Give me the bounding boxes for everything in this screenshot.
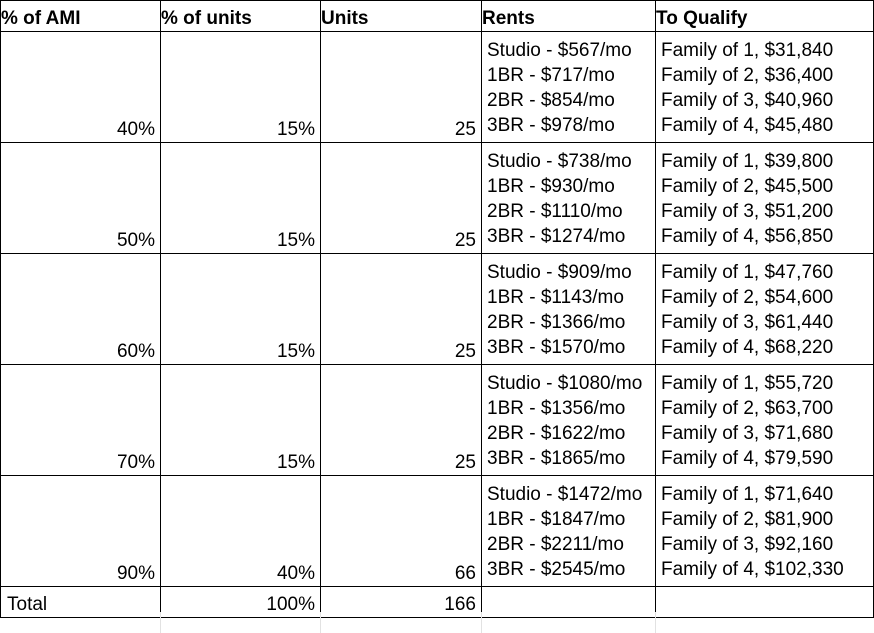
cell-rents[interactable] [482,254,656,365]
cell-to-qualify[interactable] [656,32,874,143]
cell-to-qualify[interactable] [656,254,874,365]
cell-units[interactable]: 66 [321,476,482,587]
qualify-line: Family of 4, $56,850 [661,226,834,247]
empty-grid-row [0,612,874,633]
table-row [1,143,874,254]
qualify-line: Family of 3, $92,160 [661,534,834,555]
rent-line: Studio - $738/mo [487,151,632,172]
qualify-line: Family of 1, $71,640 [661,484,834,505]
rent-line: 1BR - $930/mo [487,176,615,197]
table-row [1,254,874,365]
qualify-line: Family of 1, $47,760 [661,262,834,283]
qualify-line: Family of 2, $81,900 [661,509,834,530]
qualify-line: Family of 2, $36,400 [661,65,834,86]
cell-units[interactable]: 25 [321,143,482,254]
rent-line: 1BR - $717/mo [487,65,615,86]
cell-to-qualify[interactable] [656,365,874,476]
rent-line: 1BR - $1356/mo [487,398,626,419]
rent-line: 1BR - $1143/mo [487,287,624,308]
rent-line: Studio - $909/mo [487,262,632,283]
table-row [1,476,874,587]
cell-total-units[interactable]: 166 [321,587,482,618]
gridline [160,612,161,633]
cell-ami[interactable]: 50% [1,143,161,254]
rent-line: 3BR - $2545/mo [487,559,626,580]
header-pct-units[interactable]: % of units [161,1,321,32]
header-rents[interactable]: Rents [482,1,656,32]
cell-pct-units[interactable]: 15% [161,32,321,143]
rent-line: 2BR - $2211/mo [487,534,624,555]
qualify-line: Family of 3, $71,680 [661,423,834,444]
rent-line: 3BR - $978/mo [487,115,615,136]
cell-units[interactable]: 25 [321,32,482,143]
cell-ami[interactable]: 40% [1,32,161,143]
cell-pct-units[interactable]: 40% [161,476,321,587]
rent-line: 2BR - $1622/mo [487,423,626,444]
qualify-line: Family of 3, $51,200 [661,201,834,222]
cell-rents[interactable] [482,32,656,143]
header-ami[interactable]: % of AMI [1,1,161,32]
cell-rents[interactable] [482,476,656,587]
rent-line: 2BR - $854/mo [487,90,615,111]
cell-ami[interactable]: 70% [1,365,161,476]
cell-rents[interactable] [482,365,656,476]
rent-line: Studio - $1080/mo [487,373,643,394]
qualify-line: Family of 2, $45,500 [661,176,834,197]
cell-pct-units[interactable]: 15% [161,143,321,254]
cell-total-label[interactable]: Total [1,587,161,618]
qualify-line: Family of 1, $55,720 [661,373,834,394]
gridline [481,612,482,633]
cell-ami[interactable]: 90% [1,476,161,587]
cell-to-qualify[interactable] [656,476,874,587]
rent-line: 2BR - $1366/mo [487,312,626,333]
qualify-line: Family of 4, $68,220 [661,337,834,358]
qualify-line: Family of 2, $63,700 [661,398,834,419]
cell-to-qualify[interactable] [656,143,874,254]
cell-rents[interactable] [482,143,656,254]
cell-pct-units[interactable]: 15% [161,254,321,365]
qualify-line: Family of 2, $54,600 [661,287,834,308]
qualify-line: Family of 3, $40,960 [661,90,834,111]
cell-total-pct[interactable]: 100% [161,587,321,618]
cell-pct-units[interactable]: 15% [161,365,321,476]
qualify-line: Family of 1, $31,840 [661,40,834,61]
cell-ami[interactable]: 60% [1,254,161,365]
cell-units[interactable]: 25 [321,254,482,365]
rent-line: Studio - $567/mo [487,40,632,61]
gridline [655,612,656,633]
rent-line: 3BR - $1570/mo [487,337,626,358]
rent-line: 3BR - $1274/mo [487,226,626,247]
header-row [1,1,874,32]
cell-units[interactable]: 25 [321,365,482,476]
table-row [1,365,874,476]
header-to-qualify[interactable]: To Qualify [656,1,874,32]
qualify-line: Family of 4, $45,480 [661,115,834,136]
qualify-line: Family of 3, $61,440 [661,312,834,333]
qualify-line: Family of 1, $39,800 [661,151,834,172]
rent-line: 2BR - $1110/mo [487,201,623,222]
gridline [320,612,321,633]
header-units[interactable]: Units [321,1,482,32]
qualify-line: Family of 4, $102,330 [661,559,844,580]
rent-line: 3BR - $1865/mo [487,448,626,469]
table-row [1,32,874,143]
rent-line: 1BR - $1847/mo [487,509,626,530]
qualify-line: Family of 4, $79,590 [661,448,834,469]
rent-line: Studio - $1472/mo [487,484,643,505]
